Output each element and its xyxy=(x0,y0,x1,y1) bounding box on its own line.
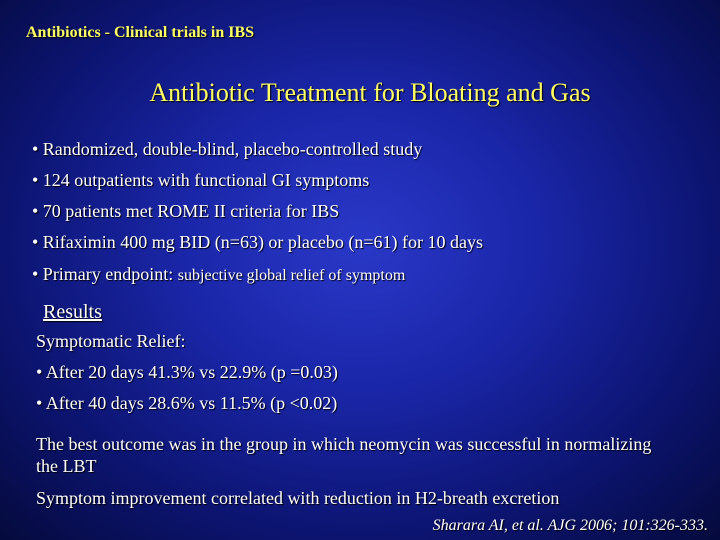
header-label: Antibiotics - Clinical trials in IBS xyxy=(26,24,255,41)
citation: Sharara AI, et al. AJG 2006; 101:326-333. xyxy=(432,517,708,534)
endpoint-label: • Primary endpoint: xyxy=(32,264,178,284)
bullet-rifaximin-dose: • Rifaximin 400 mg BID (n=63) or placebo (n=61) for 10 days xyxy=(32,232,484,252)
bullet-outpatients: • 124 outpatients with functional GI symptoms xyxy=(32,170,370,190)
bullet-study-design: • Randomized, double-blind, placebo-controlled study xyxy=(32,139,423,159)
bullet-primary-endpoint xyxy=(32,264,405,285)
endpoint-value: subjective global relief of symptom xyxy=(177,267,406,284)
result-20-days: • After 20 days 41.3% vs 22.9% (p =0.03) xyxy=(36,362,338,382)
symptomatic-relief-label: Symptomatic Relief: xyxy=(36,331,186,351)
correlation-text: Symptom improvement correlated with reduction in H2-breath excretion xyxy=(36,488,560,508)
slide-title: Antibiotic Treatment for Bloating and Gas xyxy=(149,78,591,107)
result-40-days: • After 40 days 28.6% vs 11.5% (p <0.02) xyxy=(36,393,338,413)
outcome-text: The best outcome was in the group in which neomycin was successful in normalizing the LBT xyxy=(36,434,652,476)
bullet-rome-criteria: • 70 patients met ROME II criteria for IBS xyxy=(32,201,340,221)
results-heading: Results xyxy=(43,301,102,323)
